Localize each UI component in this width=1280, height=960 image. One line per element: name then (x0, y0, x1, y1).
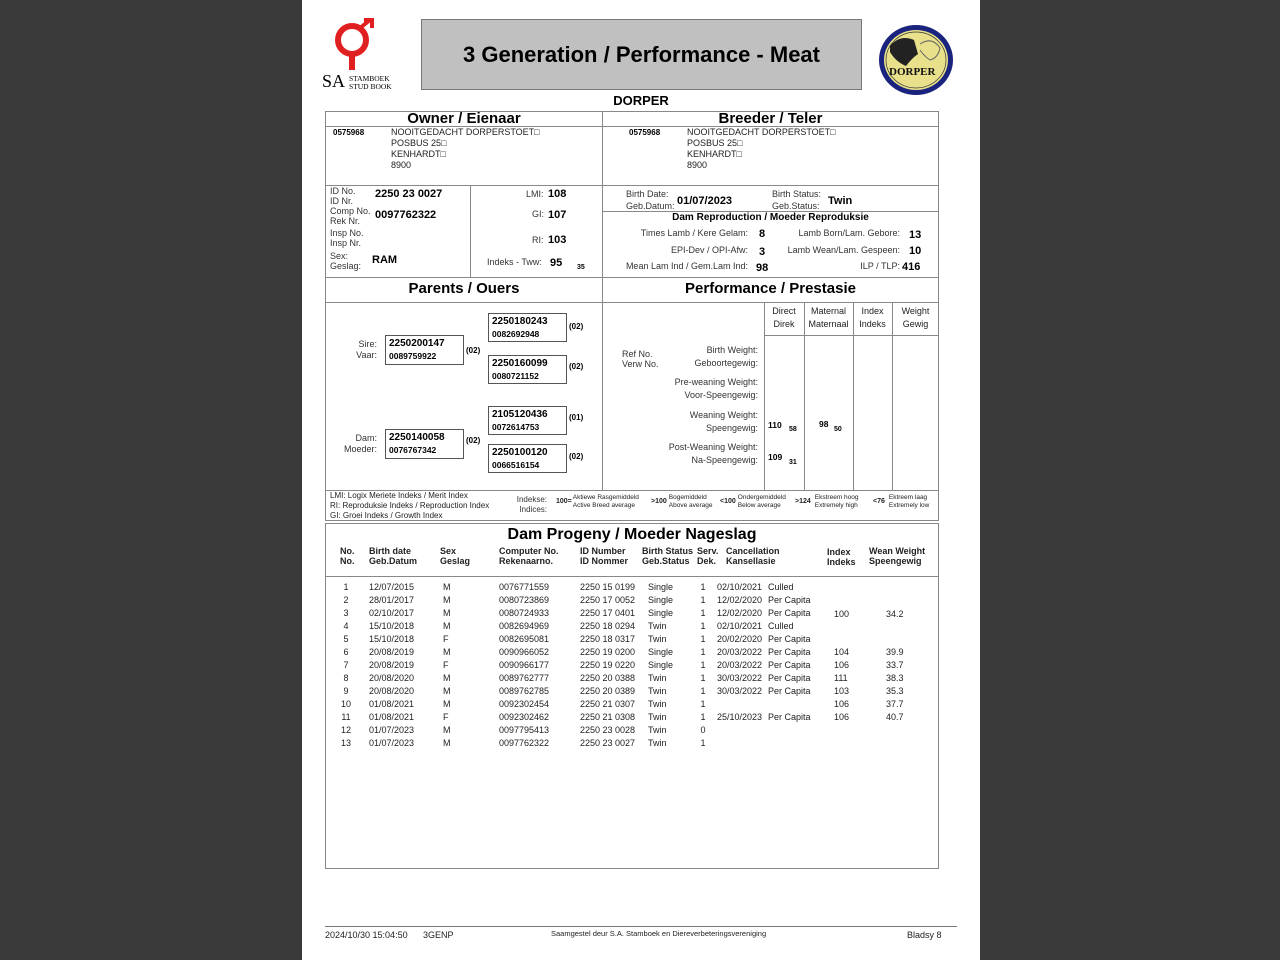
id-number: 2250 23 0027 (375, 188, 443, 200)
ri-value: 103 (548, 234, 567, 246)
cell-no: 10 (340, 699, 351, 709)
cell-cancel-date: 20/03/2022 (717, 660, 763, 670)
cell-comp: 0080723869 (499, 595, 550, 605)
dam-dam-box[interactable]: 2250100120 0066516154 (488, 444, 567, 473)
cell-serv: 1 (700, 712, 706, 722)
perf-row-preweaning: Pre-weaning Weight: Voor-Speengewig: (674, 377, 758, 400)
cell-wean: 40.7 (886, 712, 904, 722)
postweaning-direct: 109 (768, 452, 783, 462)
perf-row-weaning: Weaning Weight: Speengewig: (689, 410, 758, 433)
header-id-number: ID Number ID Nommer (580, 546, 629, 566)
lamb-born-value: 13 (909, 229, 922, 241)
col-index: Index Indeks (859, 306, 886, 329)
header-index: Index Indeks (827, 547, 856, 567)
sire-sire-box[interactable]: 2250180243 0082692948 (488, 313, 567, 342)
cell-sex: F (443, 712, 449, 722)
dorper-sheep-emblem-icon (876, 22, 956, 98)
cell-sex: M (443, 647, 451, 657)
cell-no: 9 (343, 686, 349, 696)
table-row[interactable] (302, 737, 980, 750)
cell-status: Single (648, 647, 674, 657)
cell-date: 20/08/2020 (369, 673, 415, 683)
cell-date: 15/10/2018 (369, 621, 415, 631)
epi-value: 3 (759, 246, 766, 258)
cell-wean: 37.7 (886, 699, 904, 709)
header-birth-status: Birth Status Geb.Status (642, 546, 694, 566)
cell-serv: 1 (700, 673, 706, 683)
cell-comp: 0089762777 (499, 673, 550, 683)
cell-index: 111 (834, 673, 848, 683)
cell-status: Twin (648, 634, 667, 644)
table-row[interactable] (302, 672, 980, 685)
owner-code: 0575968 (333, 128, 365, 137)
cell-date: 20/08/2020 (369, 686, 415, 696)
cell-no: 2 (343, 595, 349, 605)
table-row[interactable] (302, 698, 980, 711)
cell-date: 02/10/2017 (369, 608, 415, 618)
table-row[interactable] (302, 711, 980, 724)
cell-cancel: Culled (768, 621, 794, 631)
cell-wean: 35.3 (886, 686, 904, 696)
print-timestamp: 2024/10/30 15:04:50 (325, 930, 408, 940)
table-row[interactable] (302, 685, 980, 698)
cell-cancel: Per Capita (768, 647, 811, 657)
cell-cancel: Per Capita (768, 608, 811, 618)
perf-row-birth: Birth Weight: Geboortegewig: (694, 345, 758, 368)
header-wean-weight: Wean Weight Speengewig (869, 546, 926, 566)
cell-sex: M (443, 608, 451, 618)
cell-status: Single (648, 608, 674, 618)
cell-id: 2250 21 0307 (580, 699, 636, 709)
postweaning-direct-acc: 31 (789, 459, 797, 466)
lmi-value: 108 (548, 188, 567, 200)
document-page: SA STAMBOEK STUD BOOK 3 Generation / Performance - Meat DORPER DORPER Owner / Eienaar Breeder / Teler 0575968 NOOITGEDACHT DORPERSTOET□ POSBUS 25□ KENHARDT□ 8900 0575968 NOOITGEDACHT DORPERSTOET□ POSBUS 25□ KENHARDT□ 8900 ID No. ID Nr. 2250 23 0027 Comp No. Rek Nr. 0097762322 Insp No. Insp Nr. Sex: Geslag: RAM LMI: 108 GI: 107 RI: 103 Indeks - Tww: 95 35 Birth Date: Geb.Datum: 01/07/2023 Birth Status: Geb.Status: Twin Dam Reproduction / Moeder Reproduksie Times Lamb / Kere Gelam: 8 EPI-Dev / OPI-Afw: 3 Mean Lam Ind / Gem.Lam Ind: 98 Lamb Born/Lam. Gebore: 13 Lamb Wean/Lam. Gespeen: 10 ILP / TLP: 416 Parents / Ouers Performance / Prestasie Sire: Vaar: 2250200147 0089759922 (02) 2250180243 0082692948 (02) 2250160099 0080721152 (02) Dam: Moeder: 2250140058 0076767342 (02) 2105120436 0072614753 (01) 2250100120 0066516154 (02) Direct Direk Maternal Maternaal Index Indeks Weight Gewig Ref No. Verw No. Birth Weight: Geboortegewig: Pre-weaning Weight: Voor-Speengewig: Weaning Weight: Speengewig: Post-Weaning Weight: Na-Speengewig: 110 58 98 50 109 31 LMI: Logix Meriete Indeks / Merit Index RI: Reproduksie Indeks / Reproduction Index GI: Groei Indeks / Growth Index Indekse: Indices: 100= Aktiewe Rasgemiddeld Active Breed average >100 Bogemiddeld Above average <100 Ondergemiddeld Below average >124 Ekstreem hoog Extremely high <76 Ektreem laag Extremely low Dam Progeny / Moeder Nageslag No. No. Birth date Geb.Datum Sex Geslag Computer No. Rekenaarno. ID Number ID Nommer Birth Status Geb.Status Serv. Dek. Cancellation Kansellasie Index Indeks Wean Weight Speengewig 1 12/07/2015 M 0076771559 2250 15 0199 Single 1 02/10/2021 Culled 2 28/01/2017 M 0080723869 2250 17 0052 Single 1 12/02/2020 Per Capita 3 02/10/2017 M 0080724933 2250 17 0401 Single 1 12/02/2020 Per Capita 100 34.2 4 15/10/2018 M 0082694969 2250 18 0294 Twin 1 02/10/2021 Culled 5 15/10/2018 F 0082695081 2250 18 0317 Twin 1 20/02/2020 Per Capita 6 20/08/2019 M 0090966052 2250 19 0200 Single 1 20/03/2022 Per Capita 104 39.9 7 20/08/2019 F 0090966177 2250 19 0220 Single 1 20/03/2022 Per Capita 106 33.7 8 20/08/2020 M 0089762777 2250 20 0388 Twin 1 30/03/2022 Per Capita 111 38.3 9 20/08/2020 M 0089762785 2250 20 0389 Twin 1 30/03/2022 Per Capita 103 35.3 10 01/08/2021 M 0092302454 2250 21 0307 Twin 1 106 37.7 11 01/08/2021 F 0092302462 2250 21 0308 Twin 1 25/10/2023 Per Capita 106 40.7 12 01/07/2023 M 0097795413 2250 23 0028 Twin 0 13 01/07/2023 M 0097762322 2250 23 0027 Twin 1 2024/10/30 15:04:50 3GENP Saamgestel deur S.A. Stamboek en Diereverbeteringsvereniging Bladsy 8 (302, 0, 980, 960)
legend-item-above: >100 Bogemiddeld Above average (651, 494, 713, 509)
parents-title: Parents / Ouers (408, 280, 520, 297)
cell-serv: 1 (700, 738, 706, 748)
header-cancellation: Cancellation Kansellasie (726, 546, 780, 566)
col-weight: Weight Gewig (901, 306, 930, 329)
cell-wean: 34.2 (886, 609, 904, 619)
cell-comp: 0082695081 (499, 634, 550, 644)
dorper-logo-text: DORPER (889, 66, 936, 78)
cell-status: Twin (648, 673, 667, 683)
cell-no: 12 (340, 725, 351, 735)
cell-comp: 0092302454 (499, 699, 550, 709)
header-serv: Serv. Dek. (697, 546, 719, 566)
legend-item-below: <100 Ondergemiddeld Below average (720, 494, 786, 509)
gi-value: 107 (548, 209, 567, 221)
cell-cancel: Culled (768, 582, 794, 592)
indeks-sub: 35 (577, 264, 585, 271)
birth-status: Twin (828, 195, 853, 207)
table-row[interactable] (302, 724, 980, 737)
sex-value: RAM (372, 254, 398, 266)
table-row[interactable] (302, 620, 980, 633)
page-number: Bladsy 8 (907, 930, 942, 940)
table-row[interactable] (302, 581, 980, 594)
birth-date: 01/07/2023 (677, 195, 733, 207)
cell-wean: 33.7 (886, 660, 904, 670)
cell-cancel: Per Capita (768, 634, 811, 644)
cell-date: 15/10/2018 (369, 634, 415, 644)
cell-comp: 0082694969 (499, 621, 550, 631)
cell-sex: F (443, 660, 449, 670)
cell-sex: M (443, 595, 451, 605)
cell-sex: M (443, 738, 451, 748)
breeder-code: 0575968 (629, 128, 661, 137)
cell-index: 106 (834, 699, 850, 709)
cell-cancel: Per Capita (768, 660, 811, 670)
cell-id: 2250 21 0308 (580, 712, 636, 722)
cell-date: 01/07/2023 (369, 725, 415, 735)
owner-address: NOOITGEDACHT DORPERSTOET□ POSBUS 25□ KENHARDT□ 8900 (391, 127, 540, 170)
cell-date: 01/07/2023 (369, 738, 415, 748)
cell-status: Twin (648, 725, 667, 735)
cell-cancel-date: 12/02/2020 (717, 595, 763, 605)
cell-id: 2250 17 0401 (580, 608, 636, 618)
header-sex: Sex Geslag (440, 546, 471, 566)
cell-comp: 0090966177 (499, 660, 550, 670)
cell-date: 28/01/2017 (369, 595, 415, 605)
cell-comp: 0092302462 (499, 712, 550, 722)
cell-cancel-date: 30/03/2022 (717, 673, 763, 683)
cell-cancel-date: 02/10/2021 (717, 621, 763, 631)
weaning-maternal-acc: 50 (834, 426, 842, 433)
weaning-maternal: 98 (819, 419, 829, 429)
compiled-by: Saamgestel deur S.A. Stamboek en Diereverbeteringsvereniging (551, 929, 767, 938)
cell-id: 2250 20 0389 (580, 686, 636, 696)
cell-cancel-date: 25/10/2023 (717, 712, 763, 722)
cell-id: 2250 20 0388 (580, 673, 636, 683)
dorper-logo (876, 22, 956, 98)
cell-id: 2250 18 0317 (580, 634, 636, 644)
cell-status: Twin (648, 738, 667, 748)
cell-index: 106 (834, 660, 850, 670)
cell-no: 6 (343, 647, 349, 657)
cell-no: 5 (343, 634, 349, 644)
cell-no: 1 (343, 582, 349, 592)
cell-status: Twin (648, 699, 667, 709)
cell-date: 01/08/2021 (369, 712, 415, 722)
cell-index: 106 (834, 712, 850, 722)
cell-id: 2250 17 0052 (580, 595, 636, 605)
cell-status: Single (648, 660, 674, 670)
studbook-text: STUD BOOK (349, 82, 392, 91)
cell-status: Twin (648, 686, 667, 696)
progeny-title: Dam Progeny / Moeder Nageslag (507, 526, 757, 543)
cell-index: 104 (834, 647, 850, 657)
cell-cancel: Per Capita (768, 712, 811, 722)
cell-sex: M (443, 582, 451, 592)
owner-title: Owner / Eienaar (407, 110, 521, 127)
cell-index: 103 (834, 686, 850, 696)
dam-box[interactable]: 2250140058 0076767342 (385, 429, 464, 459)
cell-id: 2250 18 0294 (580, 621, 636, 631)
cell-cancel-date: 20/02/2020 (717, 634, 763, 644)
cell-serv: 1 (700, 621, 706, 631)
mean-lam-ind-value: 98 (756, 262, 769, 274)
cell-id: 2250 23 0028 (580, 725, 636, 735)
cell-status: Single (648, 582, 674, 592)
cell-serv: 1 (700, 699, 706, 709)
cell-sex: M (443, 725, 451, 735)
times-lamb-value: 8 (759, 228, 766, 240)
cell-comp: 0089762785 (499, 686, 550, 696)
legend-item-extreme-high: >124 Ekstreem hoog Extremely high (795, 494, 859, 509)
cell-serv: 1 (700, 608, 706, 618)
cell-cancel: Per Capita (768, 673, 811, 683)
table-row[interactable] (302, 594, 980, 607)
breeder-title: Breeder / Teler (718, 110, 823, 127)
cell-sex: F (443, 634, 449, 644)
cell-serv: 1 (700, 595, 706, 605)
dam-sire-box[interactable]: 2105120436 0072614753 (488, 406, 567, 435)
performance-title: Performance / Prestasie (685, 280, 856, 297)
cell-serv: 0 (700, 725, 706, 735)
cell-sex: M (443, 686, 451, 696)
stamboek-text: STAMBOEK (349, 74, 390, 83)
cell-no: 7 (343, 660, 349, 670)
ilp-value: 416 (902, 261, 921, 273)
weaning-direct: 110 (768, 420, 782, 430)
cell-no: 8 (343, 673, 349, 683)
cell-id: 2250 23 0027 (580, 738, 636, 748)
cell-sex: M (443, 699, 451, 709)
cell-sex: M (443, 621, 451, 631)
cell-serv: 1 (700, 634, 706, 644)
computer-number: 0097762322 (375, 209, 437, 221)
cell-id: 2250 19 0200 (580, 647, 636, 657)
legend-item-average: 100= Aktiewe Rasgemiddeld Active Breed average (556, 494, 639, 509)
cell-comp: 0097795413 (499, 725, 550, 735)
dam-reproduction-title: Dam Reproduction / Moeder Reproduksie (672, 212, 869, 223)
cell-cancel-date: 30/03/2022 (717, 686, 763, 696)
cell-date: 20/08/2019 (369, 660, 415, 670)
gender-symbol-icon (332, 18, 378, 72)
breed-name: DORPER (613, 93, 669, 108)
lamb-wean-value: 10 (909, 245, 922, 257)
legend-item-extreme-low: <76 Ektreem laag Extremely low (873, 494, 930, 509)
cell-no: 4 (343, 621, 349, 631)
indeks-value: 95 (550, 257, 563, 269)
cell-cancel-date: 20/03/2022 (717, 647, 763, 657)
cell-wean: 38.3 (886, 673, 904, 683)
table-row[interactable] (302, 607, 980, 620)
cell-comp: 0080724933 (499, 608, 550, 618)
cell-comp: 0097762322 (499, 738, 550, 748)
cell-serv: 1 (700, 660, 706, 670)
report-code: 3GENP (423, 930, 454, 940)
cell-id: 2250 19 0220 (580, 660, 636, 670)
cell-no: 11 (341, 712, 351, 722)
page-title: 3 Generation / Performance - Meat (421, 19, 862, 90)
cell-id: 2250 15 0199 (580, 582, 636, 592)
cell-status: Single (648, 595, 674, 605)
weaning-direct-acc: 58 (789, 426, 797, 433)
cell-status: Twin (648, 712, 667, 722)
cell-sex: M (443, 673, 451, 683)
sa-text: SA (322, 71, 346, 91)
header-birth-date: Birth date Geb.Datum (369, 546, 418, 566)
cell-date: 20/08/2019 (369, 647, 415, 657)
col-direct: Direct Direk (772, 306, 796, 329)
cell-serv: 1 (700, 582, 706, 592)
cell-cancel-date: 12/02/2020 (717, 608, 763, 618)
cell-serv: 1 (700, 686, 706, 696)
sa-studbook-logo (322, 18, 398, 94)
cell-cancel-date: 02/10/2021 (717, 582, 763, 592)
cell-no: 3 (343, 608, 349, 618)
table-row[interactable] (302, 646, 980, 659)
cell-date: 12/07/2015 (369, 582, 415, 592)
sire-box[interactable]: 2250200147 0089759922 (385, 335, 464, 365)
cell-status: Twin (648, 621, 667, 631)
perf-row-postweaning: Post-Weaning Weight: Na-Speengewig: (668, 442, 758, 465)
cell-wean: 39.9 (886, 647, 904, 657)
cell-date: 01/08/2021 (369, 699, 415, 709)
cell-serv: 1 (700, 647, 706, 657)
col-maternal: Maternal Maternaal (808, 306, 849, 329)
cell-no: 13 (340, 738, 351, 748)
cell-cancel: Per Capita (768, 595, 811, 605)
table-row[interactable] (302, 659, 980, 672)
cell-index: 100 (834, 609, 850, 619)
table-row[interactable] (302, 633, 980, 646)
sire-dam-box[interactable]: 2250160099 0080721152 (488, 355, 567, 384)
legend-definitions: LMI: Logix Meriete Indeks / Merit Index RI: Reproduksie Indeks / Reproduction Index GI: Groei Indeks / Growth Index (330, 491, 490, 520)
header-computer-no: Computer No. Rekenaarno. (499, 546, 559, 566)
ref-no-label: Ref No. Verw No. (622, 349, 659, 369)
cell-cancel: Per Capita (768, 686, 811, 696)
cell-comp: 0076771559 (499, 582, 550, 592)
breeder-address: NOOITGEDACHT DORPERSTOET□ POSBUS 25□ KENHARDT□ 8900 (687, 127, 836, 170)
cell-comp: 0090966052 (499, 647, 550, 657)
header-no: No. No. (340, 546, 355, 566)
